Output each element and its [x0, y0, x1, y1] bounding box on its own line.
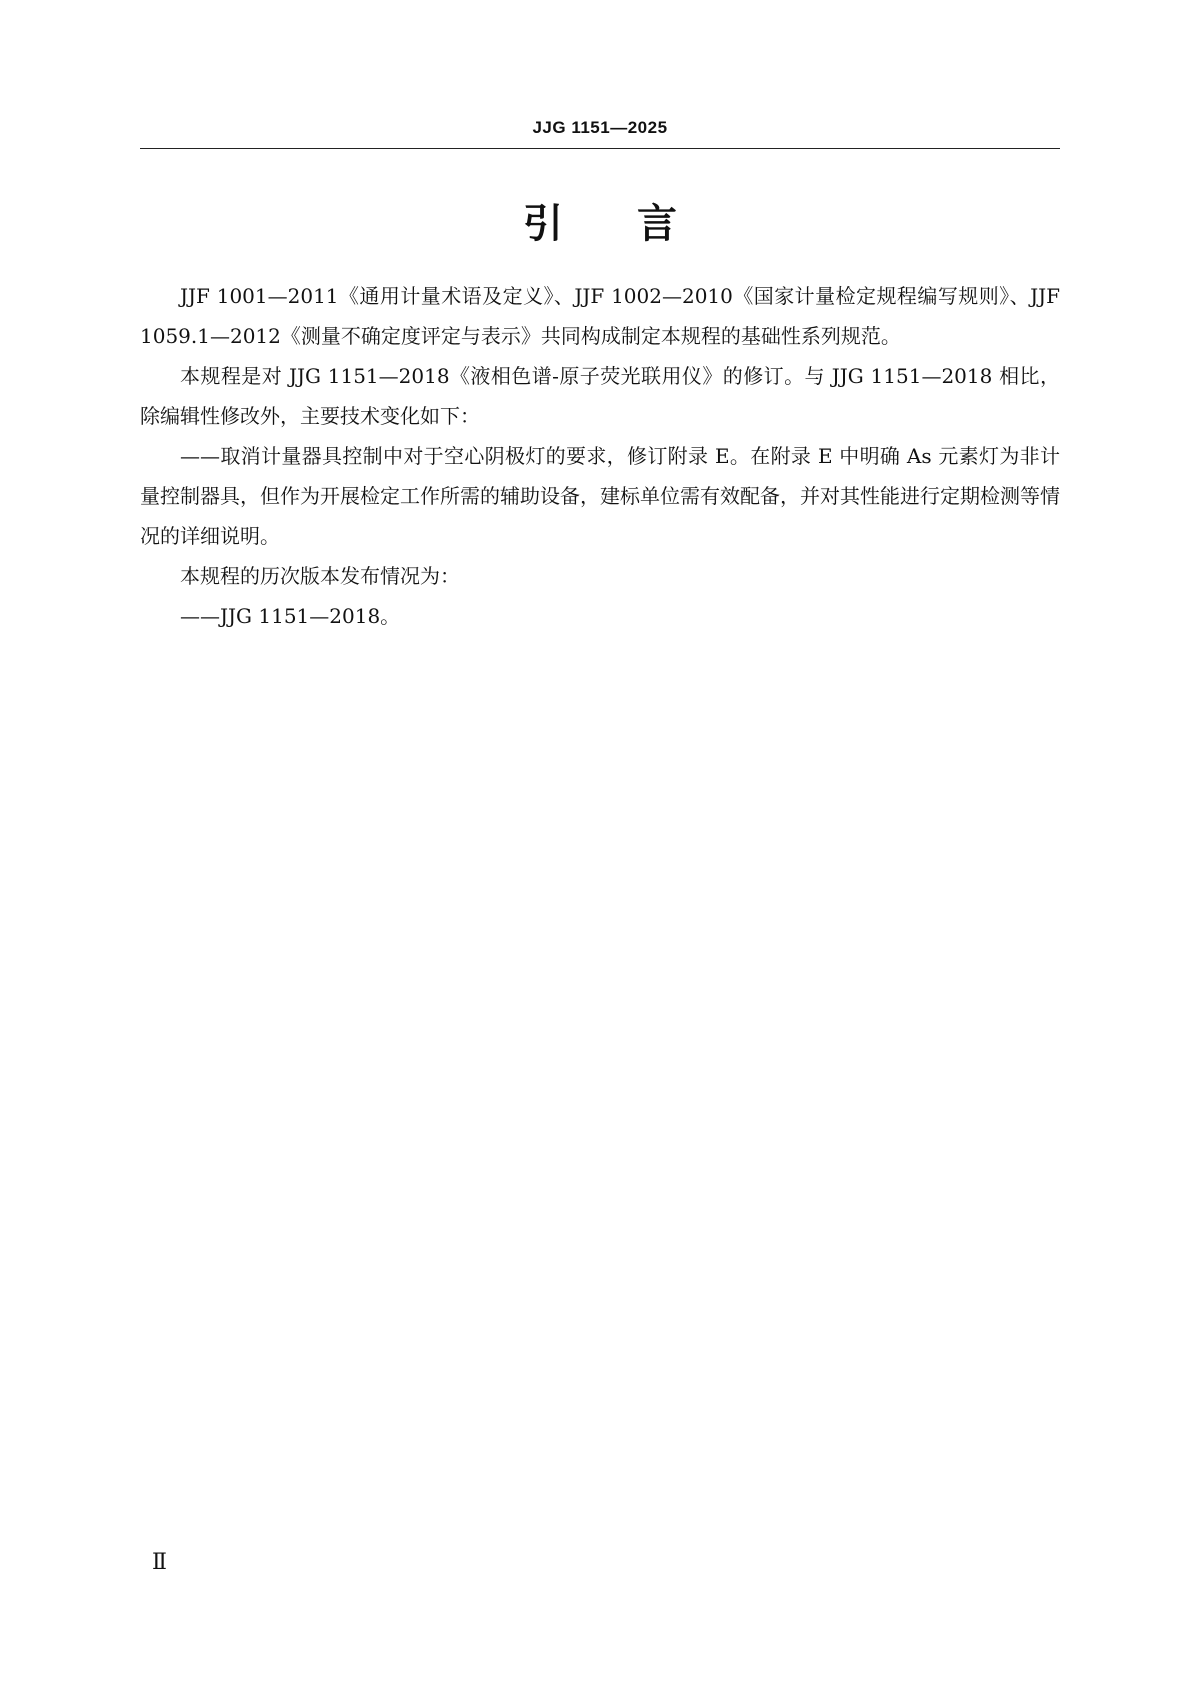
body-text: [140, 276, 1060, 636]
paragraph-revision-statement: 本规程是对 JJG 1151—2018《液相色谱-原子荧光联用仪》的修订。与 JJG 1151—2018 相比，除编辑性修改外，主要技术变化如下：: [140, 364, 1060, 428]
paragraph-technical-change: ——取消计量器具控制中对于空心阴极灯的要求，修订附录 E。在附录 E 中明确 As 元素灯为非计量控制器具，但作为开展检定工作所需的辅助设备，建标单位需有效配备，并对其性能进行定期检测等情况的详细说明。: [140, 444, 1060, 548]
paragraph-version-history-item: ——JJG 1151—2018。: [180, 604, 401, 628]
page-number: Ⅱ: [152, 1550, 167, 1575]
page-title: 引言: [523, 201, 751, 247]
running-header: JJG 1151—2025: [532, 118, 668, 137]
paragraph-normative-references: JJF 1001—2011《通用计量术语及定义》、JJF 1002—2010《国家计量检定规程编写规则》、JJF 1059.1—2012《测量不确定度评定与表示》共同构成制定本规程的基础性系列规范。: [140, 284, 1060, 348]
paragraph-version-history-intro: 本规程的历次版本发布情况为：: [180, 564, 460, 588]
header-divider: [140, 148, 1060, 149]
